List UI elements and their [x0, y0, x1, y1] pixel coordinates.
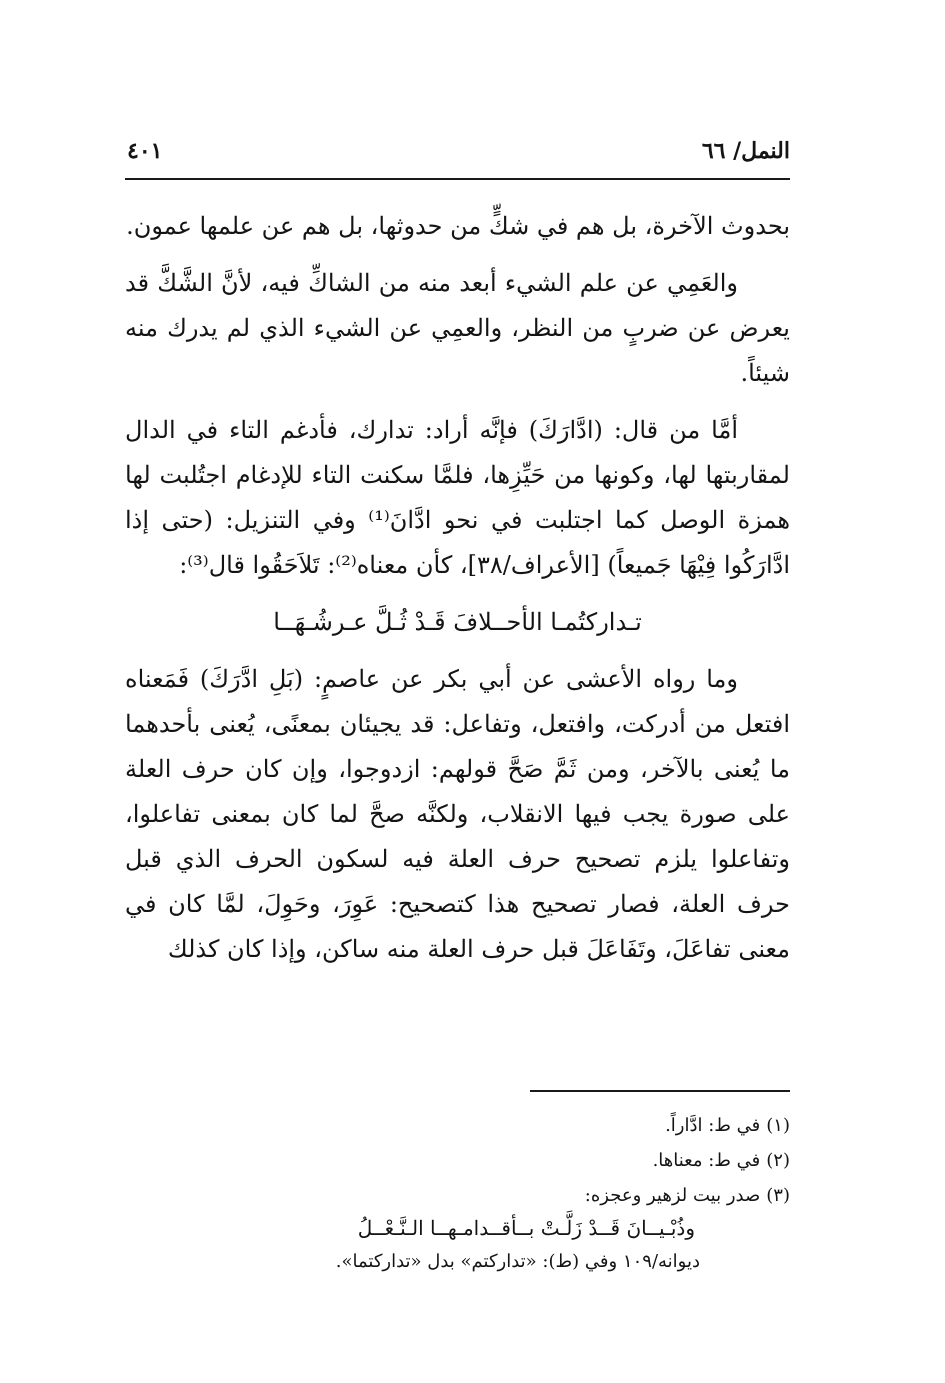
- main-text: [125, 204, 790, 984]
- footnote-3: [125, 1178, 790, 1213]
- footnotes: [125, 1108, 790, 1281]
- footnote-number: (١): [766, 1115, 790, 1136]
- paragraph-4: وما رواه الأعشى عن أبي بكر عن عاصمٍ: (بَلِ ادَّرَكَ) فَمَعناه افتعل من أدركت، وافتعل، وتفاعل: قد يجيئان بمعنًى، يُعنى بأحدهما ما يُعنى بالآخر، ومن ثَمَّ صَحَّ قولهم: ازدوجوا، وإن كان حرف العلة على صورة يجب فيها الانقلاب، ولكنَّه صحَّ لما كان بمعنى تفاعلوا، وتفاعلوا يلزم تصحيح حرف العلة فيه لسكون الحرف الذي قبل حرف العلة، فصار تصحيح هذا كتصحيح: عَوِرَ، وحَوِلَ، لمَّا كان في معنى تفاعَلَ، وتَفَاعَلَ قبل حرف العلة منه ساكن، وإذا كان كذلك: [125, 665, 790, 963]
- page-number: ٤٠١: [127, 138, 163, 164]
- footnote-text: صدر بيت لزهير وعجزه:: [584, 1185, 761, 1206]
- running-head-sura: النمل/ ٦٦: [701, 138, 790, 164]
- header-rule: [125, 178, 790, 180]
- footnote-verse: وذُبْـيــانَ قَــدْ زَلَّـتْ بــأقــدامـهــا الـنَّـعْــلُ: [357, 1216, 695, 1240]
- paragraph-1: بحدوث الآخرة، بل هم في شكٍّ من حدوثها، بل هم عن علمها عمون.: [126, 212, 790, 240]
- footnote-rule: [530, 1090, 790, 1092]
- footnote-number: (٣): [766, 1185, 790, 1206]
- footnote-1: [125, 1108, 790, 1143]
- paragraph-3: أمَّا من قال: (ادَّارَكَ) فإنَّه أراد: تدارك، فأدغم التاء في الدال لمقاربتها لها، وكونها من حَيِّزِها، فلمَّا سكنت التاء للإدغام اجتُلبت لها همزة الوصل كما اجتلبت في نحو ادَّانَ⁽¹⁾ وفي التنزيل: (حتى إذا ادَّارَكُوا فِيْهَا جَميعاً) [الأعراف/٣٨]، كأن معناه⁽²⁾: تَلاَحَقُوا قال⁽³⁾:: [125, 416, 790, 579]
- footnote-text: في ط: ادَّاراً.: [665, 1115, 761, 1136]
- footnote-text: في ط: معناها.: [652, 1150, 761, 1171]
- footnote-source: ديوانه/١٠٩ وفي (ط): «تداركتم» بدل «تداركتما».: [335, 1251, 700, 1272]
- footnote-2: [125, 1143, 790, 1178]
- poetry-verse: تـداركتُمـا الأحــلافَ قَـدْ ثُـلَّ عـرشُـهَــا: [273, 608, 642, 636]
- page-header: [125, 138, 790, 172]
- footnote-number: (٢): [766, 1150, 790, 1171]
- paragraph-2: والعَمِي عن علم الشيء أبعد منه من الشاكِّ فيه، لأنَّ الشَّكَّ قد يعرض عن ضربٍ من النظر، والعمِي عن الشيء الذي لم يدرك منه شيئاً.: [125, 269, 790, 387]
